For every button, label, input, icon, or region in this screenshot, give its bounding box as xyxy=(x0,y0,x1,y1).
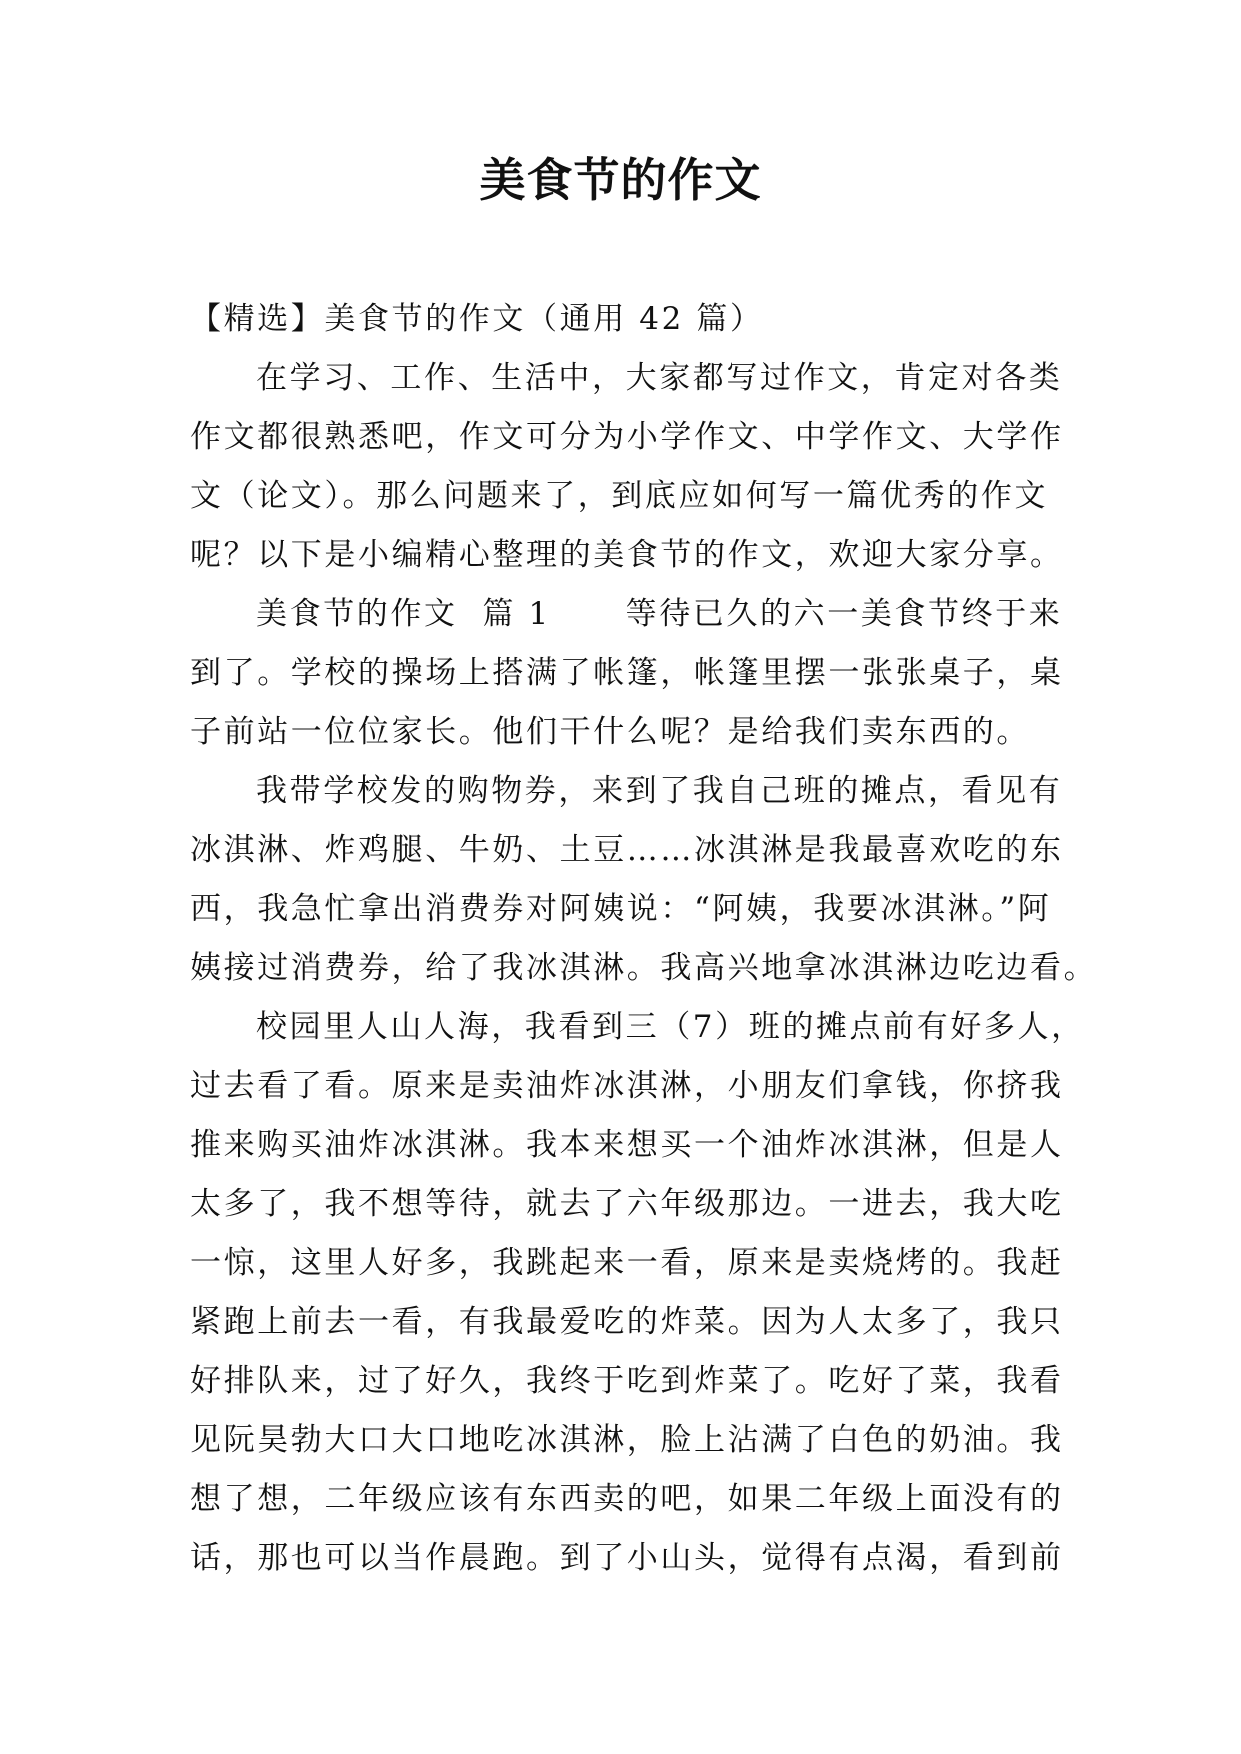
text-line: 一惊，这里人好多，我跳起来一看，原来是卖烧烤的。我赶 xyxy=(190,1245,1064,1281)
subtitle-line: 【精选】美食节的作文（通用 42 篇） xyxy=(190,301,764,337)
text-line: 想了想，二年级应该有东西卖的吧，如果二年级上面没有的 xyxy=(190,1481,1064,1517)
text-line: 到了。学校的操场上搭满了帐篷，帐篷里摆一张张桌子，桌 xyxy=(190,655,1064,691)
text-line: 美食节的作文 篇 1 等待已久的六一美食节终于来 xyxy=(256,596,1063,632)
text-line: 我带学校发的购物券，来到了我自己班的摊点，看见有 xyxy=(256,773,1063,809)
document-body xyxy=(190,290,1098,1588)
text-line: 校园里人山人海，我看到三（7）班的摊点前有好多人， xyxy=(256,1009,1085,1045)
text-line: 过去看了看。原来是卖油炸冰淇淋，小朋友们拿钱，你挤我 xyxy=(190,1068,1064,1104)
text-line: 紧跑上前去一看，有我最爱吃的炸菜。因为人太多了，我只 xyxy=(190,1304,1064,1340)
text-line: 推来购买油炸冰淇淋。我本来想买一个油炸冰淇淋，但是人 xyxy=(190,1127,1064,1163)
text-line: 呢？以下是小编精心整理的美食节的作文，欢迎大家分享。 xyxy=(190,537,1064,573)
text-line: 子前站一位位家长。他们干什么呢？是给我们卖东西的。 xyxy=(190,714,1030,750)
text-line: 太多了，我不想等待，就去了六年级那边。一进去，我大吃 xyxy=(190,1186,1064,1222)
text-line: 作文都很熟悉吧，作文可分为小学作文、中学作文、大学作 xyxy=(190,419,1064,455)
text-line: 见阮昊勃大口大口地吃冰淇淋，脸上沾满了白色的奶油。我 xyxy=(190,1422,1064,1458)
text-line: 在学习、工作、生活中，大家都写过作文，肯定对各类 xyxy=(256,360,1063,396)
text-line: 西，我急忙拿出消费券对阿姨说：“阿姨，我要冰淇淋。”阿 xyxy=(190,891,1052,927)
text-line: 话，那也可以当作晨跑。到了小山头，觉得有点渴，看到前 xyxy=(190,1540,1064,1576)
text-line: 好排队来，过了好久，我终于吃到炸菜了。吃好了菜，我看 xyxy=(190,1363,1064,1399)
text-line: 文（论文）。那么问题来了，到底应如何写一篇优秀的作文 xyxy=(190,478,1049,514)
document-title: 美食节的作文 xyxy=(479,153,762,207)
text-line: 冰淇淋、炸鸡腿、牛奶、土豆……冰淇淋是我最喜欢吃的东 xyxy=(190,832,1064,868)
text-line: 姨接过消费券，给了我冰淇淋。我高兴地拿冰淇淋边吃边看。 xyxy=(190,950,1098,986)
